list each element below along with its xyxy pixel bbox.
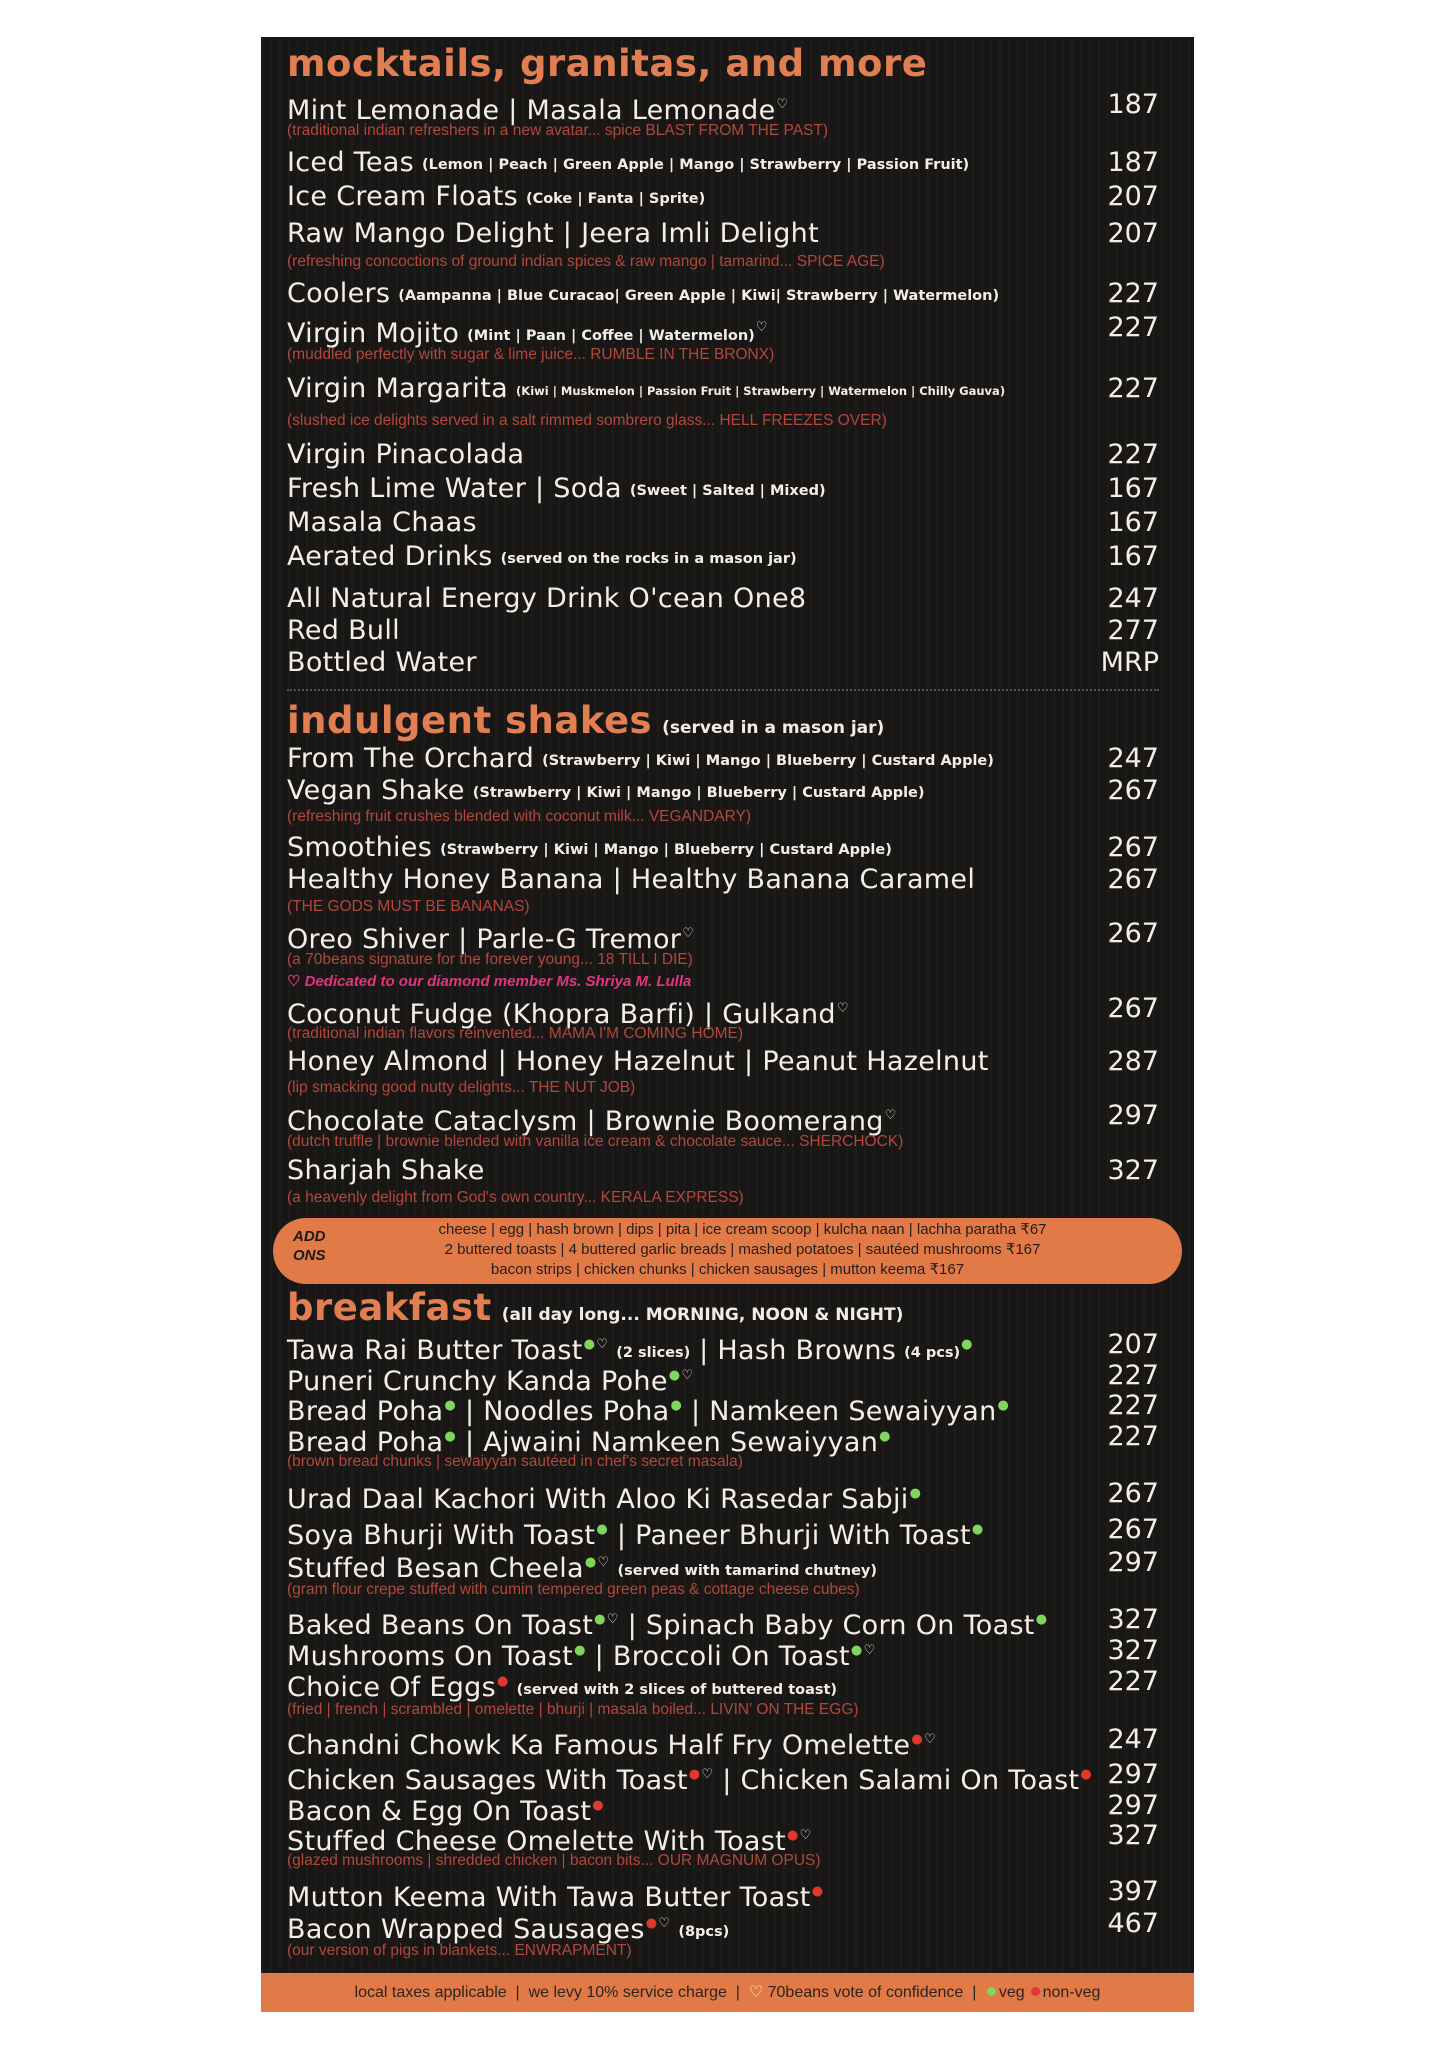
menu-item: Virgin Pinacolada 227	[287, 439, 1159, 470]
menu-item: Virgin Margarita (Kiwi | Muskmelon | Passion Fruit | Strawberry | Watermelon | Chilly Gauva) 227	[287, 373, 1159, 404]
veg-dot-icon: ●	[971, 1522, 984, 1537]
menu-item: Raw Mango Delight | Jeera Imli Delight 207	[287, 218, 1159, 249]
item-description: (THE GODS MUST BE BANANAS)	[287, 898, 530, 915]
item-description: (fried | french | scrambled | omelette | bhurji | masala boiled... LIVIN' ON THE EGG)	[287, 1701, 859, 1718]
menu-item: Stuffed Cheese Omelette With Toast●♡ 327	[287, 1820, 1159, 1857]
heart-icon: ♡	[923, 1732, 936, 1747]
menu-item: Sharjah Shake 327	[287, 1155, 1159, 1186]
heart-icon: ♡	[799, 1828, 812, 1843]
non-veg-dot-icon	[1031, 1987, 1040, 1996]
menu-item: Stuffed Besan Cheela●♡(served with tamarind chutney) 297	[287, 1547, 1159, 1584]
menu-item: Mutton Keema With Tawa Butter Toast● 397	[287, 1876, 1159, 1913]
menu-item: Red Bull 277	[287, 615, 1159, 646]
menu-item: Smoothies (Strawberry | Kiwi | Mango | Blueberry | Custard Apple) 267	[287, 832, 1159, 863]
menu-item: Coolers (Aampanna | Blue Curacao| Green Apple | Kiwi| Strawberry | Watermelon) 227	[287, 278, 1159, 309]
add-ons-tag: ADD	[293, 1228, 326, 1245]
dedication-note: ♡ Dedicated to our diamond member Ms. Shriya M. Lulla	[287, 973, 692, 990]
menu-item: Baked Beans On Toast●♡ | Spinach Baby Corn On Toast● 327	[287, 1604, 1159, 1641]
non-veg-dot-icon: ●	[811, 1884, 824, 1899]
menu-item: Healthy Honey Banana | Healthy Banana Caramel 267	[287, 864, 1159, 895]
menu-board	[261, 37, 1194, 2012]
menu-item: Iced Teas (Lemon | Peach | Green Apple | Mango | Strawberry | Passion Fruit) 187	[287, 147, 1159, 178]
heart-icon: ♡	[884, 1108, 897, 1123]
veg-dot-icon: ●	[909, 1486, 922, 1501]
item-description: (refreshing concoctions of ground indian spices & raw mango | tamarind... SPICE AGE)	[287, 253, 885, 270]
item-description: (dutch truffle | brownie blended with vanilla ice cream & chocolate sauce... SHERCHOCK)	[287, 1133, 904, 1150]
item-description: (brown bread chunks | sewaiyyan sautéed in chef's secret masala)	[287, 1453, 743, 1470]
heart-icon: ♡	[863, 1643, 876, 1658]
veg-dot-icon: ●	[961, 1337, 973, 1352]
menu-item: Chocolate Cataclysm | Brownie Boomerang♡ 297	[287, 1100, 1159, 1137]
menu-item: Choice Of Eggs●(served with 2 slices of buttered toast) 227	[287, 1666, 1159, 1703]
heart-icon: ♡	[681, 1368, 694, 1383]
menu-item: Puneri Crunchy Kanda Pohe●♡ 227	[287, 1360, 1159, 1397]
menu-item: Soya Bhurji With Toast● | Paneer Bhurji With Toast● 267	[287, 1514, 1159, 1551]
item-description: (our version of pigs in blankets... ENWRAPMENT)	[287, 1942, 632, 1959]
menu-item: Ice Cream Floats (Coke | Fanta | Sprite) 207	[287, 181, 1159, 212]
menu-item: Bread Poha● | Ajwaini Namkeen Sewaiyyan● 227	[287, 1421, 1159, 1458]
footer-text: local taxes applicable | we levy 10% service charge | ♡ 70beans vote of confidence | veg non-veg	[354, 1984, 1101, 2001]
menu-item: Masala Chaas 167	[287, 507, 1159, 538]
menu-item: Bread Poha● | Noodles Poha● | Namkeen Sewaiyyan● 227	[287, 1390, 1159, 1427]
menu-item: Virgin Mojito (Mint | Paan | Coffee | Watermelon)♡ 227	[287, 312, 1159, 349]
non-veg-dot-icon: ●	[911, 1732, 923, 1747]
veg-dot-icon: ●	[670, 1398, 683, 1413]
menu-item: Chicken Sausages With Toast●♡ | Chicken Salami On Toast● 297	[287, 1759, 1159, 1796]
heart-icon: ♡	[682, 926, 695, 941]
menu-item: Bottled Water MRP	[287, 647, 1159, 678]
menu-item: Mushrooms On Toast● | Broccoli On Toast●♡ 327	[287, 1635, 1159, 1672]
non-veg-dot-icon: ●	[688, 1767, 701, 1782]
veg-dot-icon: ●	[596, 1522, 608, 1537]
menu-item: Fresh Lime Water | Soda (Sweet | Salted | Mixed) 167	[287, 473, 1159, 504]
heart-icon: ♡	[701, 1767, 714, 1782]
item-description: (a heavenly delight from God's own country... KERALA EXPRESS)	[287, 1189, 744, 1206]
heart-icon: ♡	[748, 1984, 764, 2001]
menu-item: From The Orchard (Strawberry | Kiwi | Mango | Blueberry | Custard Apple) 247	[287, 743, 1159, 774]
section-title: breakfast (all day long... MORNING, NOON & NIGHT)	[287, 1286, 904, 1329]
heart-icon: ♡	[658, 1916, 671, 1931]
veg-dot-icon: ●	[574, 1643, 586, 1658]
item-description: (glazed mushrooms | shredded chicken | bacon bits... OUR MAGNUM OPUS)	[287, 1852, 821, 1869]
section-title: mocktails, granitas, and more	[287, 42, 928, 85]
add-ons-tag: ONS	[293, 1247, 326, 1264]
menu-item: Honey Almond | Honey Hazelnut | Peanut Hazelnut 287	[287, 1046, 1159, 1077]
heart-icon: ♡	[597, 1555, 610, 1570]
heart-icon: ♡	[606, 1612, 619, 1627]
menu-item: Mint Lemonade | Masala Lemonade♡ 187	[287, 89, 1159, 126]
menu-item: Oreo Shiver | Parle-G Tremor♡ 267	[287, 918, 1159, 955]
item-description: (muddled perfectly with sugar & lime juice... RUMBLE IN THE BRONX)	[287, 346, 775, 363]
non-veg-dot-icon: ●	[592, 1798, 604, 1813]
heart-icon: ♡	[836, 1001, 849, 1016]
item-description: (gram flour crepe stuffed with cumin tempered green peas & cottage cheese cubes)	[287, 1581, 860, 1598]
section-divider	[287, 689, 1159, 691]
add-ons-banner	[273, 1218, 1182, 1284]
heart-icon: ♡	[287, 973, 305, 990]
non-veg-dot-icon: ●	[496, 1674, 509, 1689]
menu-item: Aerated Drinks (served on the rocks in a mason jar) 167	[287, 541, 1159, 572]
veg-dot-icon	[987, 1987, 996, 1996]
heart-icon: ♡	[596, 1337, 609, 1352]
menu-item: Bacon Wrapped Sausages●♡(8pcs) 467	[287, 1908, 1159, 1945]
item-description: (lip smacking good nutty delights... THE NUT JOB)	[287, 1079, 636, 1096]
non-veg-dot-icon: ●	[645, 1916, 658, 1931]
veg-dot-icon: ●	[879, 1429, 891, 1444]
veg-dot-icon: ●	[444, 1398, 457, 1413]
non-veg-dot-icon: ●	[786, 1828, 799, 1843]
menu-item: Coconut Fudge (Khopra Barfi) | Gulkand♡ 267	[287, 993, 1159, 1030]
item-description: (traditional indian flavors reinvented... MAMA I'M COMING HOME)	[287, 1025, 744, 1042]
menu-item: All Natural Energy Drink O'cean One8 247	[287, 583, 1159, 614]
veg-dot-icon: ●	[583, 1337, 596, 1352]
veg-dot-icon: ●	[594, 1612, 606, 1627]
footer-bar	[261, 1973, 1194, 2012]
item-description: (slushed ice delights served in a salt rimmed sombrero glass... HELL FREEZES OVER)	[287, 412, 887, 429]
menu-item: Bacon & Egg On Toast● 297	[287, 1790, 1159, 1827]
menu-item: Chandni Chowk Ka Famous Half Fry Omelette●♡ 247	[287, 1724, 1159, 1761]
add-ons-line: 2 buttered toasts | 4 buttered garlic breads | mashed potatoes | sautéed mushrooms ₹167	[444, 1241, 1041, 1258]
item-description: (traditional indian refreshers in a new avatar... spice BLAST FROM THE PAST)	[287, 122, 828, 139]
section-title: indulgent shakes (served in a mason jar)	[287, 699, 885, 742]
veg-dot-icon: ●	[1035, 1612, 1048, 1627]
veg-dot-icon: ●	[584, 1555, 597, 1570]
add-ons-line: bacon strips | chicken chunks | chicken sausages | mutton keema ₹167	[490, 1261, 965, 1278]
add-ons-line: cheese | egg | hash brown | dips | pita | ice cream scoop | kulcha naan | lachha paratha ₹67	[438, 1221, 1047, 1238]
veg-dot-icon: ●	[997, 1398, 1010, 1413]
heart-icon: ♡	[776, 97, 789, 112]
heart-icon: ♡	[755, 320, 768, 335]
item-description: (a 70beans signature for the forever young... 18 TILL I DIE)	[287, 951, 693, 968]
item-description: (refreshing fruit crushes blended with coconut milk... VEGANDARY)	[287, 808, 752, 825]
menu-item: Vegan Shake (Strawberry | Kiwi | Mango | Blueberry | Custard Apple) 267	[287, 775, 1159, 806]
non-veg-dot-icon: ●	[1080, 1767, 1093, 1782]
veg-dot-icon: ●	[850, 1643, 863, 1658]
veg-dot-icon: ●	[668, 1368, 681, 1383]
veg-dot-icon: ●	[444, 1429, 457, 1444]
menu-item: Urad Daal Kachori With Aloo Ki Rasedar Sabji● 267	[287, 1478, 1159, 1515]
menu-item: Tawa Rai Butter Toast●♡(2 slices) | Hash Browns (4 pcs)● 207	[287, 1329, 1159, 1366]
